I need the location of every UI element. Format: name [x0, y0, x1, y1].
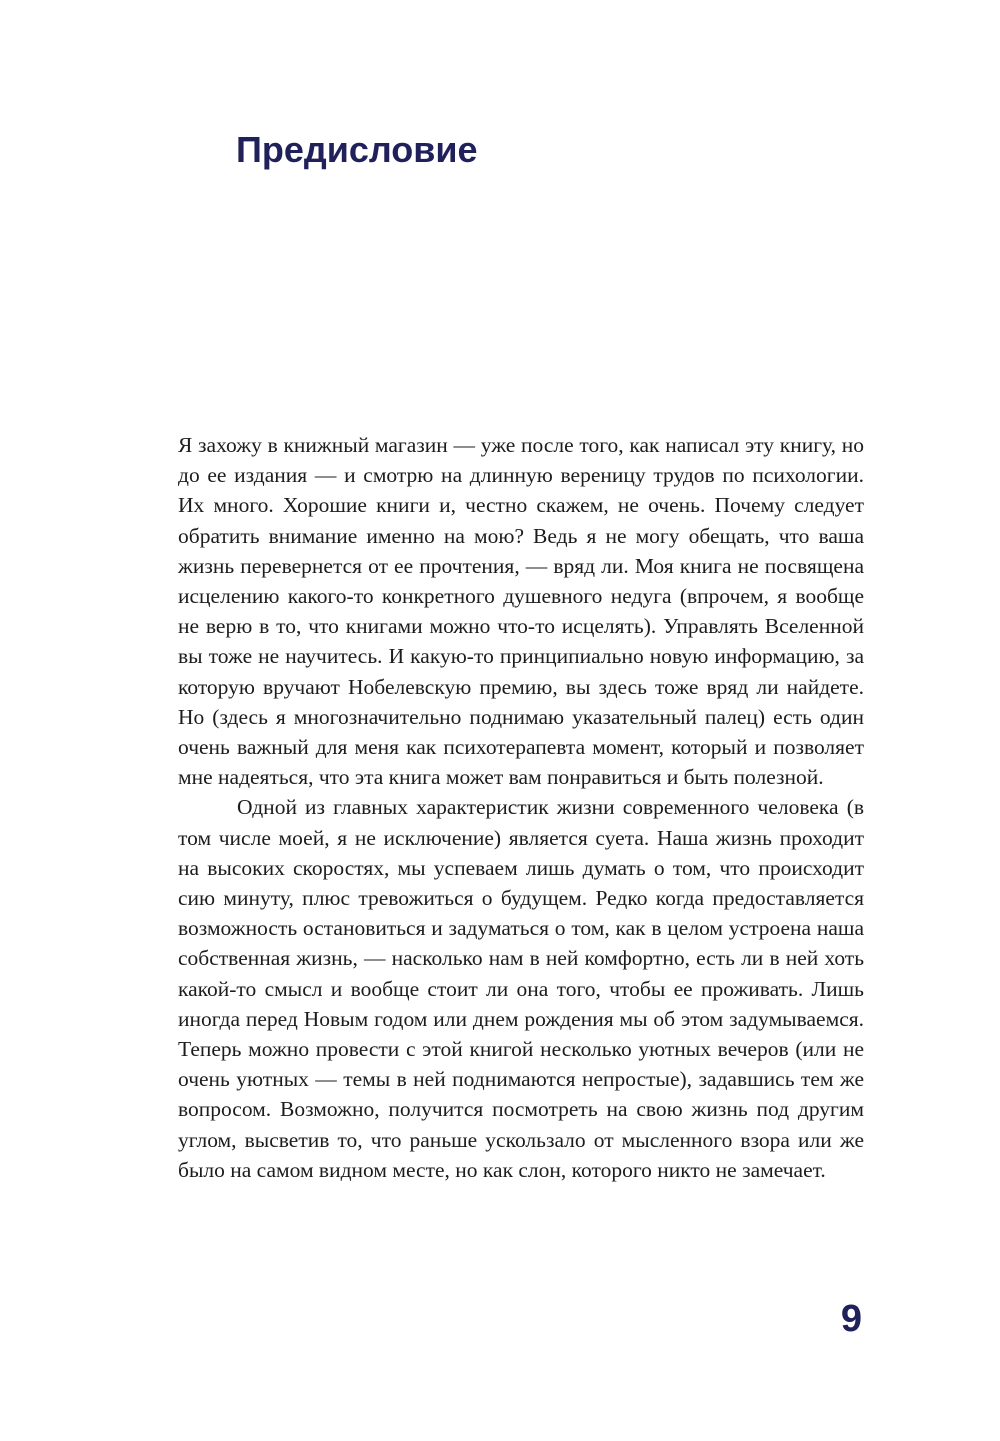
paragraph-2: Одной из главных характеристик жизни современного человека (в том числе моей, я не исключение) является суета. Наша жизнь проходит на высоких скоростях, мы успеваем лишь думать о том, что происходит сию минуту, плюс тревожиться о будущем. Редко когда предоставляется возможность остановиться и задуматься о том, как в целом устроена наша собственная жизнь, — насколько нам в ней комфортно, есть ли в ней хоть какой-то смысл и вообще стоит ли она того, чтобы ее проживать. Лишь иногда перед Новым годом или днем рождения мы об этом задумываемся. Теперь можно провести с этой книгой несколько уютных вечеров (или не очень уютных — темы в ней поднимаются непростые), задавшись тем же вопросом. Возможно, получится посмотреть на свою жизнь под другим углом, высветив то, что раньше ускользало от мысленного взора или же было на самом видном месте, но как слон, которого никто не замечает.	[178, 795, 864, 1182]
body-text	[178, 430, 864, 1185]
page-number: 9	[840, 1298, 862, 1340]
chapter-title: Предисловие	[236, 129, 478, 170]
paragraph-1: Я захожу в книжный магазин — уже после того, как написал эту книгу, но до ее издания — и смотрю на длинную вереницу трудов по психологии. Их много. Хорошие книги и, честно скажем, не очень. Почему следует обратить внимание именно на мою? Ведь я не могу обещать, что ваша жизнь перевернется от ее прочтения, — вряд ли. Моя книга не посвящена исцелению какого-то конкретного душевного недуга (впрочем, я вообще не верю в то, что книгами можно что-то исцелять). Управлять Вселенной вы тоже не научитесь. И какую-то принципиально новую информацию, за которую вручают Нобелевскую премию, вы здесь тоже вряд ли найдете. Но (здесь я многозначительно поднимаю указательный палец) есть один очень важный для меня как психотерапевта момент, который и позволяет мне надеяться, что эта книга может вам понравиться и быть полезной.	[178, 433, 864, 790]
